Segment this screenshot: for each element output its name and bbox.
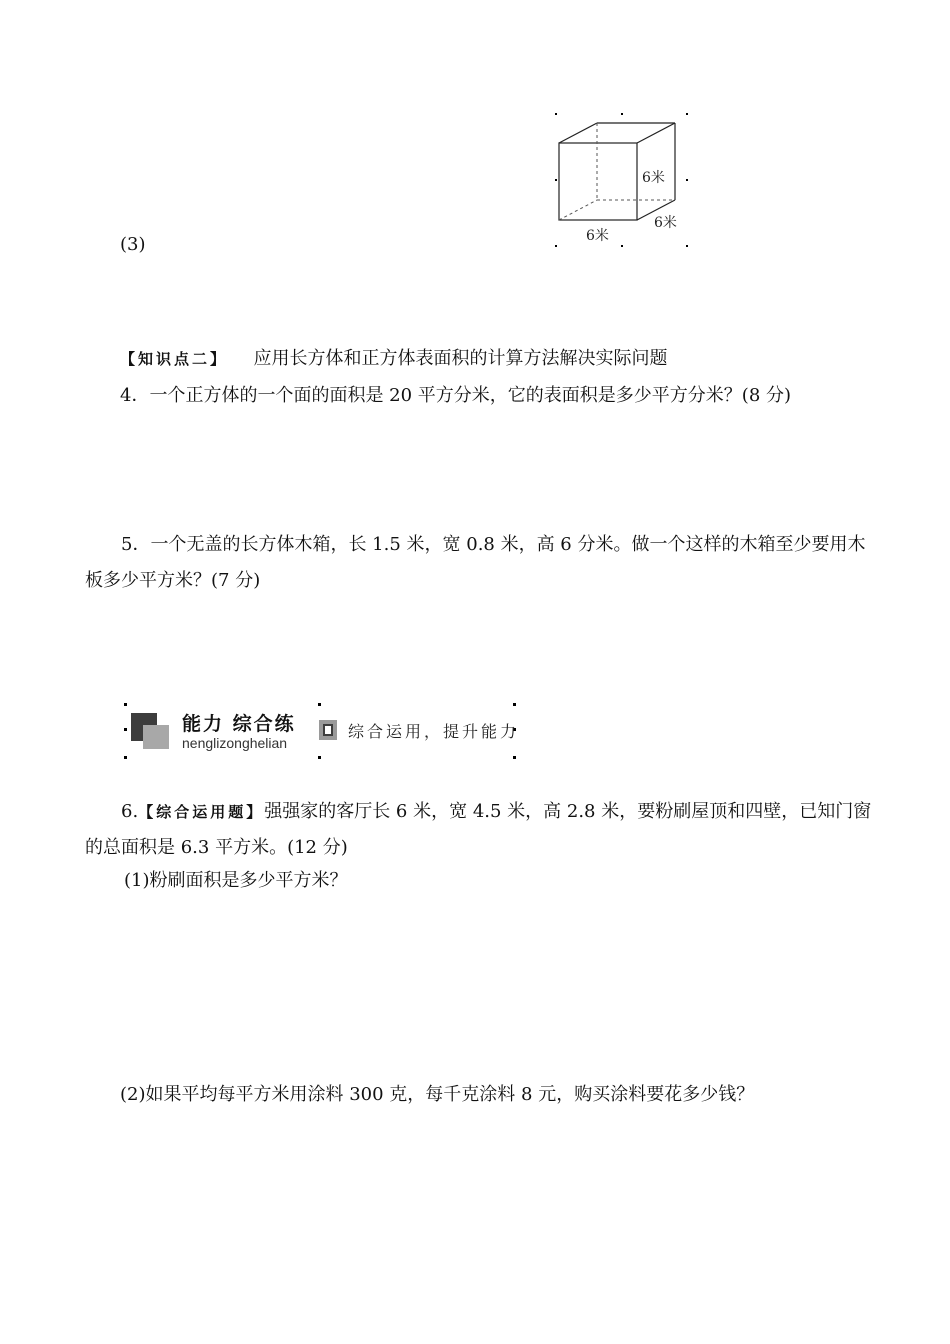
question-6-part-1: (1)粉刷面积是多少平方米？: [124, 870, 348, 891]
question-4: 4．一个正方体的一个面的面积是 20 平方分米，它的表面积是多少平方分米？(8 分): [120, 385, 792, 406]
cube-height-label: 6米: [642, 170, 665, 186]
question-5: 5．一个无盖的长方体木箱，长 1.5 米，宽 0.8 米，高 6 分米。做一个这样的木箱至少要用木板多少平方米？(7 分): [85, 534, 866, 591]
section-tag: 【知识点二】: [120, 350, 229, 368]
ability-banner: [124, 703, 520, 759]
question-6-tag: 【综合运用题】: [138, 803, 265, 821]
cube-figure: [550, 110, 695, 255]
question-6-number: 6.: [121, 801, 139, 822]
question-6: [85, 794, 875, 866]
banner-pinyin: nenglizonghelian: [182, 735, 288, 751]
banner-title: 能力 综合练: [182, 713, 296, 735]
section-heading: [120, 346, 667, 372]
cube-front-face: [559, 143, 637, 220]
section-title: 应用长方体和正方体表面积的计算方法解决实际问题: [253, 348, 668, 369]
question-6-text: 强强家的客厅长 6 米，宽 4.5 米，高 2.8 米，要粉刷屋顶和四壁，已知门窗的总面积是 6.3 平方米。(12 分): [85, 801, 872, 858]
problem-3-label: (3): [120, 234, 146, 255]
banner-slogan: 综合运用，提升能力: [348, 722, 520, 741]
cube-width-label: 6米: [586, 228, 609, 244]
banner-square-light: [143, 725, 169, 749]
cube-depth-label: 6米: [654, 215, 677, 231]
question-6-part-2: (2)如果平均每平方米用涂料 300 克，每千克涂料 8 元，购买涂料要花多少钱？: [120, 1084, 755, 1105]
